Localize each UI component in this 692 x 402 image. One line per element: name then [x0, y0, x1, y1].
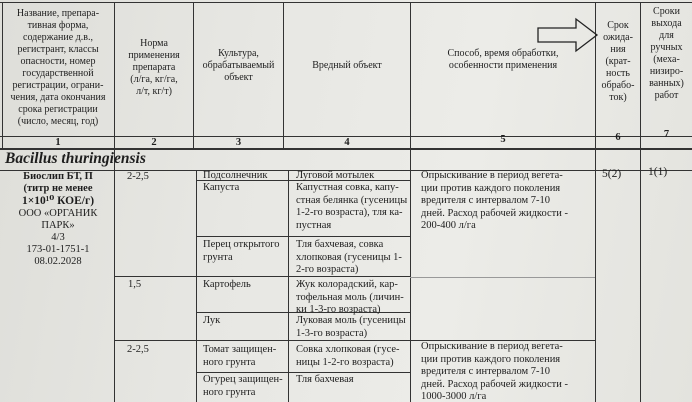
crop-7: Огурец защищен- ного грунта — [203, 374, 283, 398]
crop-4: Картофель — [203, 279, 251, 290]
header-col-4: Вредный объект — [312, 60, 382, 71]
pest-2: Капустная совка, капу- стная белянка (гусеницы 1-2-го возраста), тля ка- пустная — [296, 182, 408, 231]
pest-3: Тля бахчевая, совка хлопковая (гусеницы 1- 2-го возраста) — [296, 239, 402, 275]
product-registrant: ООО «ОРГАНИК ПАРК» — [18, 207, 98, 231]
column-number-2: 2 — [151, 137, 157, 148]
header-col-2: Норма применения препарата (л/га, кг/га, л/т, кг/т) — [128, 38, 180, 97]
rate-1: 2-2,5 — [127, 171, 149, 182]
header-col-6: Срок ожида- ния (крат- ность обрабо- ток) — [601, 20, 635, 103]
method-1: Опрыскивание в период вегета- ции против каждого поколения вредителя с интервалом 7-10 дней. Расход рабочей жидкости - 200-400 л/га — [421, 170, 568, 231]
product-name: Биослип БТ, П — [23, 171, 93, 182]
rate-3: 2-2,5 — [127, 344, 149, 355]
row-line-method — [410, 277, 595, 278]
col-border-3 — [288, 170, 289, 402]
crop-3: Перец открытого грунта — [203, 239, 280, 263]
column-number-3: 3 — [235, 137, 242, 148]
column-number-7: 7 — [663, 129, 670, 140]
method-2: Опрыскивание в период вегета- ции против каждого поколения вредителя с интервалом 7-10 дней. Расход рабочей жидкости - 1000-3000 л/га — [421, 341, 568, 402]
pest-5: Луковая моль (гусеницы 1-3-го возраста) — [296, 315, 406, 339]
table-top-border — [0, 2, 692, 3]
product-reg-number: 173-01-1751-1 — [26, 244, 90, 256]
col-border-3-header — [283, 2, 284, 148]
pest-1: Луговой мотылек — [296, 170, 375, 181]
product-info — [3, 171, 113, 269]
column-number-5: 5 — [500, 134, 506, 145]
rate-2: 1,5 — [128, 279, 142, 290]
crop-6: Томат защищен- ного грунта — [203, 344, 277, 368]
product-titer-value: 1×10¹⁰ КОЕ/г) — [21, 195, 95, 208]
product-hazard: 4/3 — [51, 232, 65, 244]
row-line-6 — [196, 372, 410, 373]
col-border-2 — [196, 170, 197, 402]
waiting-period: 5(2) — [602, 168, 622, 180]
column-number-4: 4 — [344, 137, 350, 148]
right-arrow-outline-icon — [536, 16, 600, 54]
pest-7: Тля бахчевая — [296, 374, 354, 385]
product-titer: (титр не менее — [23, 183, 93, 195]
crop-5: Лук — [203, 315, 221, 326]
crop-1: Подсолнечник — [203, 170, 268, 181]
header-col-1: Название, препара- тивная форма, содержание д.в., регистрант, классы опасности, номер государственной регистрации, ограни- чения, дата окончания срока регистрации (число, месяц, год) — [10, 8, 106, 127]
row-line-2 — [196, 236, 410, 237]
header-col-5: Способ, время обработки, особенности применения — [447, 48, 559, 71]
column-number-1: 1 — [55, 137, 61, 148]
column-number-6: 6 — [615, 132, 621, 143]
header-col-3: Культура, обрабатываемый объект — [202, 48, 275, 83]
header-col-7: Сроки выхода для ручных (меха- низиро- ванных) работ — [649, 6, 684, 101]
exit-period: 1(1) — [648, 166, 668, 178]
crop-2: Капуста — [203, 182, 240, 193]
pest-6: Совка хлопковая (гусе- ницы 1-2-го возраста) — [296, 344, 400, 368]
pest-4: Жук колорадский, кар- тофельная моль (личин- ки 1-3-го возраста) — [296, 279, 404, 315]
product-expiry: 08.02.2028 — [34, 256, 82, 268]
section-title: Bacillus thuringiensis — [5, 150, 146, 167]
